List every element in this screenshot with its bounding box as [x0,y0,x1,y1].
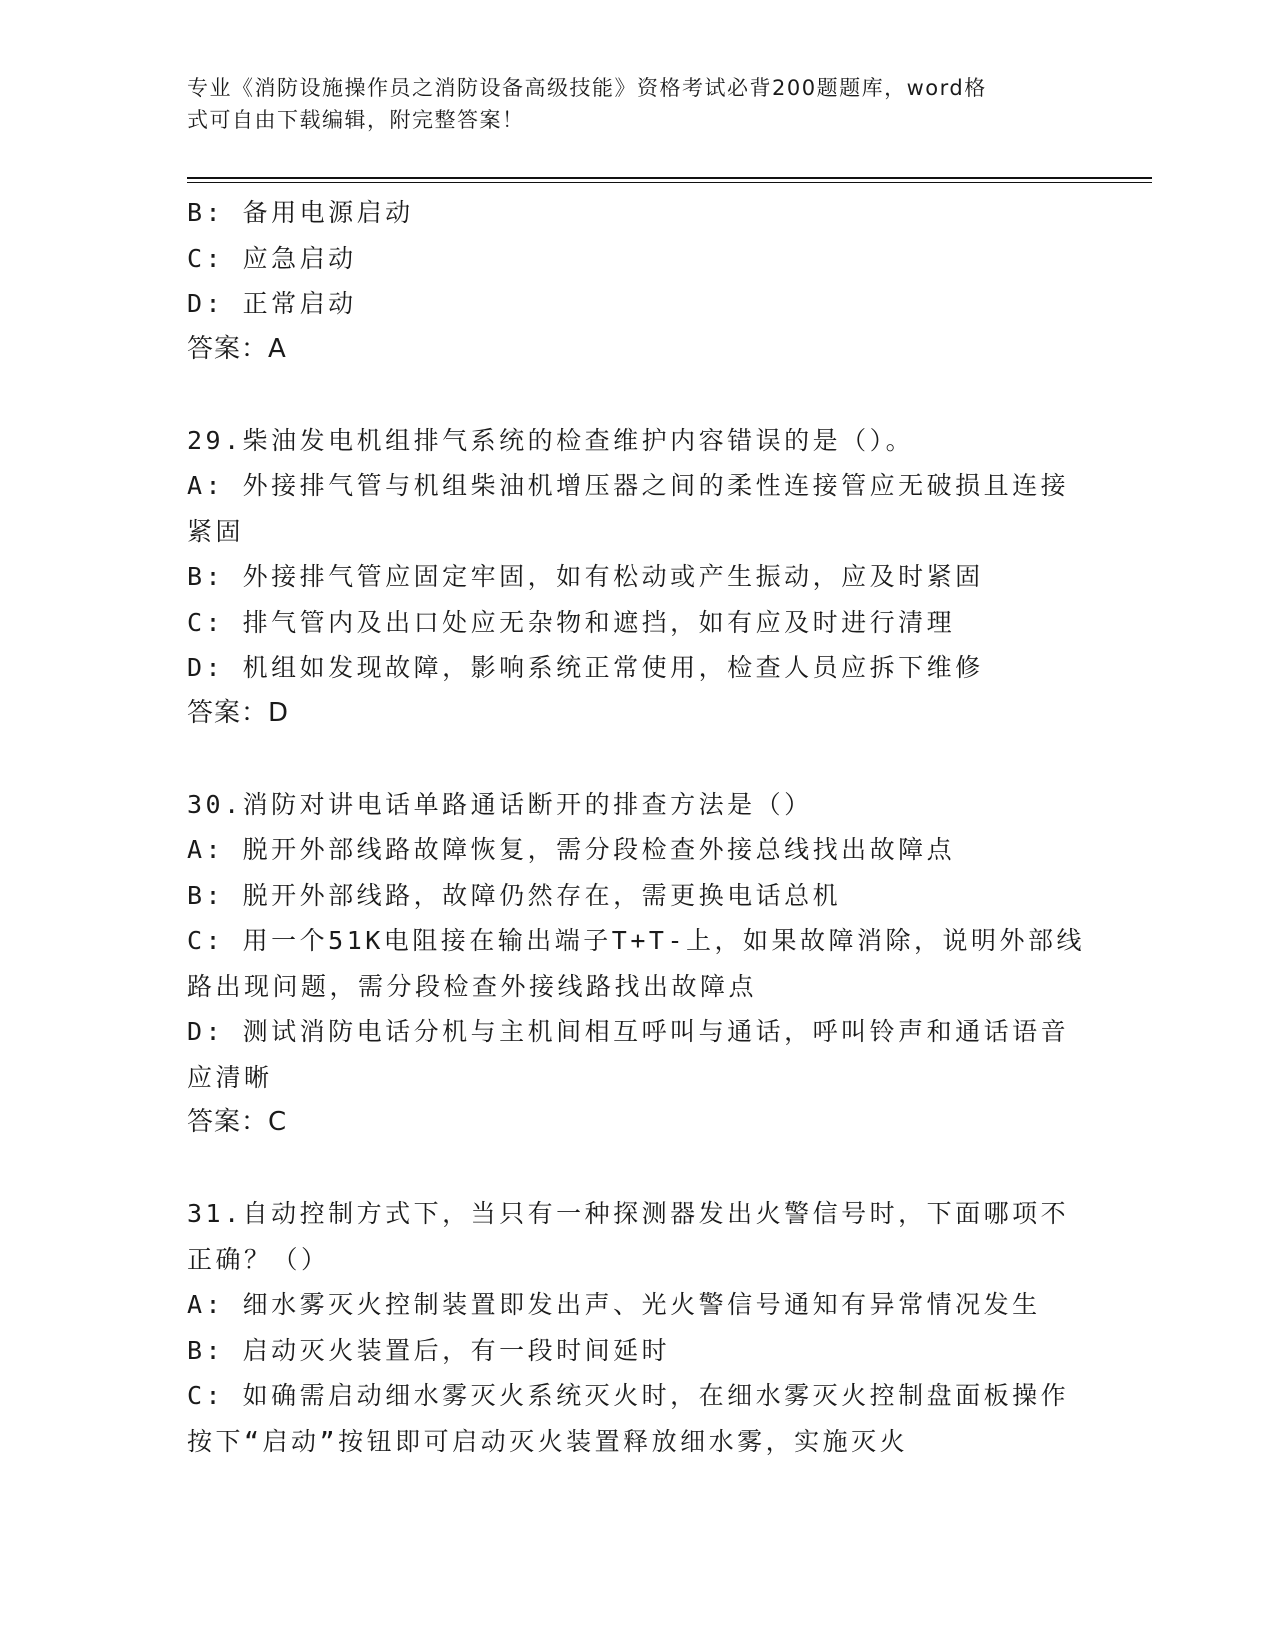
option-d: D: 正常启动 [187,289,357,318]
document-header [187,72,1067,136]
option-a: A: 脱开外部线路故障恢复，需分段检查外接总线找出故障点 [187,835,956,864]
option-d: D: 测试消防电话分机与主机间相互呼叫与通话，呼叫铃声和通话语音 [187,1017,1070,1046]
answer-line: 答案：C [187,1107,288,1137]
option-c: C: 应急启动 [187,243,357,273]
spacer [187,1146,1087,1192]
option-a: A: 细水雾灭火控制装置即发出声、光火警信号通知有异常情况发生 [187,1290,1041,1319]
question-list [187,190,1087,1464]
question-30 [187,782,1087,1146]
option-a: A: 外接排气管与机组柴油机增压器之间的柔性连接管应无破损且连接 [187,471,1070,500]
question-stem: 31.自动控制方式下，当只有一种探测器发出火警信号时，下面哪项不 [187,1199,1070,1228]
option-b: B: 启动灭火装置后，有一段时间延时 [187,1335,671,1365]
option-c-continued: 按下“启动”按钮即可启动灭火装置释放细水雾，实施灭火 [187,1426,909,1456]
spacer [187,736,1087,782]
answer-line: 答案：A [187,333,287,364]
header-rule-thin [187,182,1152,183]
option-c: C: 排气管内及出口处应无杂物和遮挡，如有应及时进行清理 [187,607,956,637]
option-a-continued: 紧固 [187,516,245,546]
option-b: B: 备用电源启动 [187,198,414,227]
question-stem: 29.柴油发电机组排气系统的检查维护内容错误的是（）。 [187,425,915,455]
question-stem: 30.消防对讲电话单路通话断开的排查方法是（） [187,789,813,819]
answer-line: 答案：D [187,697,290,728]
question-stem-continued: 正确？（） [187,1244,330,1274]
question-28-continuation [187,190,1087,372]
header-title-line-2: 式可自由下载编辑，附完整答案！ [187,108,525,132]
option-d: D: 机组如发现故障，影响系统正常使用，检查人员应拆下维修 [187,653,984,682]
question-29 [187,418,1087,737]
header-title-line-1: 专业《消防设施操作员之消防设备高级技能》资格考试必背200题题库，word格 [187,76,987,100]
option-c: C: 用一个51K电阻接在输出端子T+T-上，如果故障消除，说明外部线 [187,926,1086,955]
question-31 [187,1191,1087,1464]
option-d-continued: 应清晰 [187,1062,273,1092]
option-c: C: 如确需启动细水雾灭火系统灭火时，在细水雾灭火控制盘面板操作 [187,1381,1070,1410]
spacer [187,372,1087,418]
option-b: B: 脱开外部线路，故障仍然存在，需更换电话总机 [187,880,842,910]
option-b: B: 外接排气管应固定牢固，如有松动或产生振动，应及时紧固 [187,562,984,591]
option-c-continued: 路出现问题，需分段检查外接线路找出故障点 [187,971,758,1001]
header-rule-thick [187,177,1152,179]
